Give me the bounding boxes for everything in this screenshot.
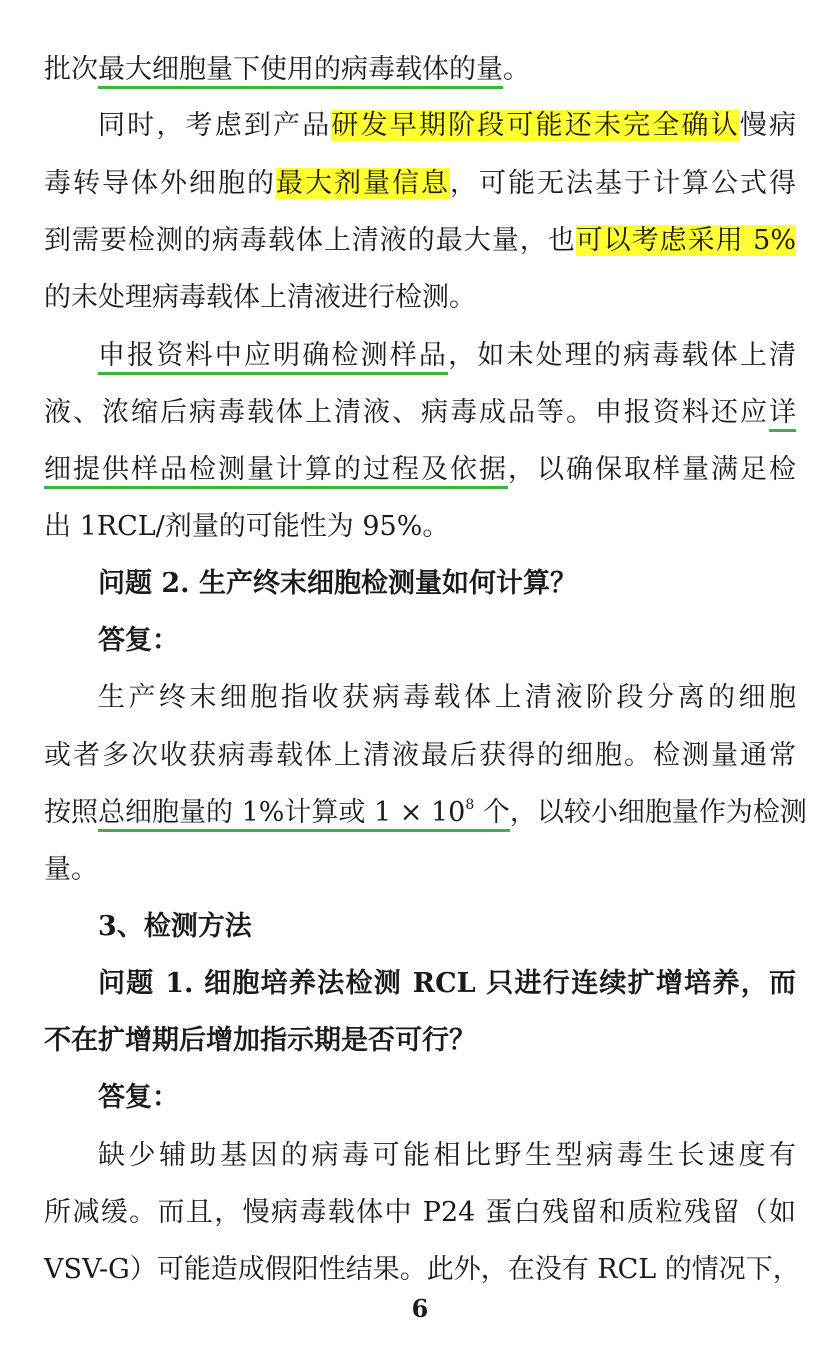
text-line (98, 108, 796, 144)
question-heading (0, 1023, 840, 1059)
underlined-text: 细提供样品检测量计算的过程及依据 (44, 454, 508, 489)
text-line (98, 1138, 796, 1174)
text-span: 生产终末细胞指收获病毒载体上清液阶段分离的细胞 (98, 682, 796, 713)
text-line (0, 280, 840, 316)
text-span: 同时，考虑到产品 (98, 110, 332, 141)
text-span: 个 (474, 797, 510, 828)
underlined-text: 申报资料中应明确检测样品 (98, 340, 448, 375)
text-span: 到需要检测的病毒载体上清液的最大量，也 (44, 225, 576, 256)
text-span: 慢病 (739, 110, 797, 141)
text-line (44, 795, 807, 831)
text-line (98, 338, 796, 374)
text-line (0, 509, 840, 545)
text-span: 液、浓缩后病毒载体上清液、病毒成品等。申报资料还应 (44, 397, 769, 428)
question-heading (98, 966, 796, 1002)
text-span: 缺少辅助基因的病毒可能相比野生型病毒生长速度有 (98, 1140, 796, 1171)
text-span: ，以确保取样量满足检 (508, 454, 796, 485)
text-line (44, 452, 796, 488)
text-span: 所减缓。而且，慢病毒载体中 P24 蛋白残留和质粒残留（如 (44, 1197, 796, 1228)
text-span: 总细胞量的 1%计算或 1 × 10 (98, 797, 466, 828)
question-heading (0, 566, 840, 602)
highlighted-text: 研发早期阶段可能还未完全确认 (331, 110, 740, 141)
text-line (44, 395, 796, 431)
text-span: 批次 (44, 54, 98, 85)
answer-label (0, 623, 840, 659)
text-span: ，以较小细胞量作为检测 (509, 797, 807, 828)
text-line (0, 52, 840, 88)
text-span: 答复： (98, 625, 179, 656)
text-span: 问题 2. 生产终末细胞检测量如何计算？ (98, 568, 577, 599)
text-span: 按照 (44, 797, 98, 828)
text-span: 答复： (98, 1082, 179, 1113)
text-line (0, 852, 840, 888)
text-line (44, 1252, 800, 1288)
text-span: 3、检测方法 (98, 911, 252, 942)
section-heading (0, 909, 840, 945)
text-span: 问题 1. 细胞培养法检测 RCL 只进行连续扩增培养，而 (98, 968, 796, 999)
text-span: VSV-G）可能造成假阳性结果。此外，在没有 RCL 的情况下， (44, 1254, 800, 1285)
text-span: 出 1RCL/剂量的可能性为 95%。 (44, 511, 450, 542)
text-line (44, 1195, 796, 1231)
page-number: 6 (411, 1294, 429, 1323)
text-span: ，可能无法基于计算公式得 (450, 168, 796, 199)
text-span: 毒转导体外细胞的 (44, 168, 276, 199)
text-line (44, 166, 796, 202)
text-span: 或者多次收获病毒载体上清液最后获得的细胞。检测量通常 (44, 740, 796, 771)
text-line (44, 223, 796, 259)
underlined-text: 详 (769, 397, 796, 432)
answer-label (0, 1080, 840, 1116)
text-span: 。 (503, 54, 530, 85)
text-span: 不在扩增期后增加指示期是否可行？ (44, 1025, 476, 1056)
text-span: ，如未处理的病毒载体上清 (448, 340, 797, 371)
superscript: 8 (465, 797, 475, 813)
underlined-text: 最大细胞量下使用的病毒载体的量 (98, 54, 503, 89)
highlighted-text: 可以考虑采用 5% (575, 225, 797, 256)
text-line (44, 738, 796, 774)
text-span: 量。 (44, 854, 98, 885)
text-span: 的未处理病毒载体上清液进行检测。 (44, 282, 476, 313)
highlighted-text: 最大剂量信息 (276, 168, 450, 199)
underlined-text (98, 797, 510, 832)
text-line (98, 680, 796, 716)
